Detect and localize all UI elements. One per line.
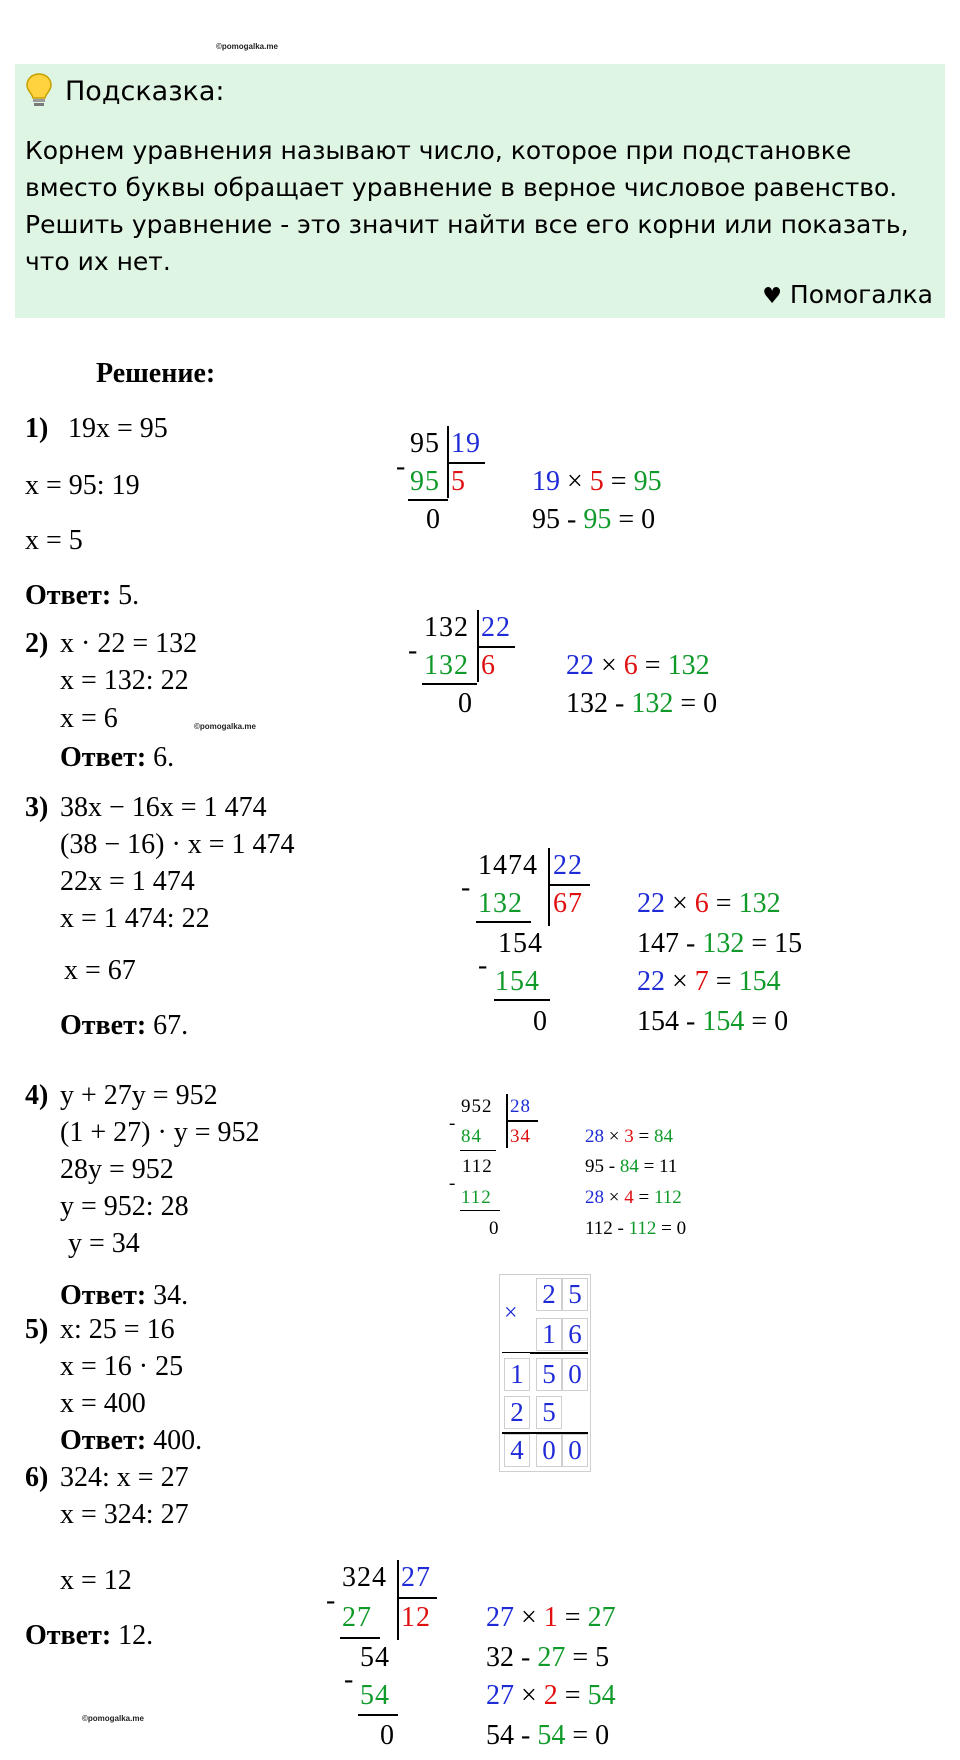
divisor: 22 (553, 850, 583, 881)
answer (25, 580, 139, 612)
equation-line: x = 1 474: 22 (60, 903, 210, 934)
brand (762, 280, 933, 309)
step-value: 54 (360, 1642, 390, 1673)
equation-line: x = 95: 19 (25, 470, 140, 501)
quotient: 67 (553, 888, 583, 919)
quotient: 34 (510, 1126, 531, 1147)
check-line: 22 × 7 = 154 (637, 966, 781, 997)
step-value: 95 (410, 466, 440, 497)
step-value: 154 (495, 966, 540, 997)
equation-line: 38x − 16x = 1 474 (60, 792, 267, 823)
division-bar (476, 921, 531, 923)
task-number: 3) (25, 792, 49, 823)
dividend: 952 (461, 1096, 493, 1117)
division-bar (548, 848, 550, 926)
answer-value: 5. (118, 580, 140, 611)
quotient: 12 (401, 1602, 431, 1633)
equation-line: y = 34 (68, 1228, 140, 1259)
equation-line: x = 400 (60, 1388, 146, 1419)
minus-sign: - (449, 1113, 456, 1134)
quotient: 6 (481, 650, 495, 681)
minus-sign: - (449, 1173, 456, 1194)
divisor: 22 (481, 612, 511, 643)
quotient: 5 (451, 466, 465, 497)
check-line: 22 × 6 = 132 (637, 888, 781, 919)
answer-label: Ответ: (25, 580, 112, 611)
multiplication-digit: 0 (536, 1434, 562, 1467)
step-value: 132 (424, 650, 469, 681)
watermark: ©pomogalka.me (82, 1714, 144, 1723)
equation-line: x = 324: 27 (60, 1499, 189, 1530)
dividend: 1474 (478, 850, 538, 881)
division-bar (422, 683, 477, 685)
equation-line: x = 5 (25, 525, 83, 556)
step-value: 0 (533, 1006, 547, 1037)
division-bar (399, 1597, 437, 1599)
solution-title: Решение: (96, 358, 216, 389)
answer: Ответ: 6. (60, 742, 175, 773)
step-value: 0 (458, 688, 472, 719)
check-line: 32 - 27 = 5 (486, 1642, 610, 1673)
equation-line: 28y = 952 (60, 1154, 174, 1185)
check-line: 19 × 5 = 95 (532, 466, 662, 497)
equation-line: x = 6 (60, 703, 118, 734)
answer: Ответ: 34. (60, 1280, 189, 1311)
step-value: 27 (342, 1602, 372, 1633)
check-line: 112 - 112 = 0 (585, 1218, 687, 1239)
watermark: ©pomogalka.me (194, 722, 256, 731)
check-line: 22 × 6 = 132 (566, 650, 710, 681)
divisor: 19 (451, 428, 481, 459)
multiplication-digit: 0 (562, 1434, 588, 1467)
equation-line: x = 132: 22 (60, 665, 189, 696)
check-line: 54 - 54 = 0 (486, 1720, 610, 1751)
division-bar (449, 462, 485, 464)
multiplication-digit: 2 (504, 1396, 530, 1429)
division-bar (494, 999, 550, 1001)
equation-line: y = 952: 28 (60, 1191, 189, 1222)
division-bar (479, 646, 515, 648)
dividend: 324 (342, 1562, 387, 1593)
minus-sign: - (396, 451, 406, 482)
multiplication-digit: 5 (562, 1278, 588, 1311)
hint-text (25, 132, 935, 280)
equation-line: x: 25 = 16 (60, 1314, 175, 1345)
multiplication-digit: 2 (536, 1278, 562, 1311)
task-number: 6) (25, 1462, 49, 1493)
dividend: 95 (410, 428, 440, 459)
division-bar (460, 1210, 500, 1211)
step-value: 154 (498, 928, 543, 959)
equation-line: x = 16 · 25 (60, 1351, 184, 1382)
check-line: 154 - 154 = 0 (637, 1006, 789, 1037)
divisor: 28 (510, 1096, 531, 1117)
step-value: 112 (462, 1156, 493, 1177)
dividend: 132 (424, 612, 469, 643)
step-value: 0 (489, 1218, 499, 1239)
division-bar (340, 1637, 380, 1639)
hint-body: называют число, которое при подстановке вместо буквы обращает уравнение в верное числовое равенство. Решить уравнение - это значит найти все его корни или показать, что их нет. (25, 136, 909, 276)
division-bar (408, 499, 448, 501)
task-number: 2) (25, 628, 49, 659)
equation-line: x = 67 (64, 955, 136, 986)
divisor: 27 (401, 1562, 431, 1593)
minus-sign: - (408, 635, 418, 666)
equation-line: x = 12 (60, 1565, 132, 1596)
check-line: 27 × 1 = 27 (486, 1602, 616, 1633)
task-number: 1) (25, 413, 49, 444)
watermark: ©pomogalka.me (216, 42, 278, 51)
answer: Ответ: 67. (60, 1010, 189, 1041)
check-line: 27 × 2 = 54 (486, 1680, 616, 1711)
minus-sign: - (478, 950, 488, 981)
step-value: 84 (461, 1126, 482, 1147)
division-bar (358, 1714, 398, 1716)
multiplication-digit: 0 (562, 1358, 588, 1391)
division-bar (550, 884, 590, 886)
equation-line: 324: x = 27 (60, 1462, 189, 1493)
check-line: 95 - 95 = 0 (532, 504, 656, 535)
minus-sign: - (461, 872, 471, 903)
heart-icon: ♥ (762, 284, 782, 309)
equation-line: y + 27y = 952 (60, 1080, 218, 1111)
multiplication-digit: 6 (562, 1318, 588, 1351)
equation-line: x · 22 = 132 (60, 628, 198, 659)
answer: Ответ: 400. (60, 1425, 203, 1456)
multiplication-digit: 4 (504, 1434, 530, 1467)
division-bar (460, 1150, 496, 1151)
equation-line: (38 − 16) · x = 1 474 (60, 829, 295, 860)
multiplication-sign: × (504, 1300, 518, 1326)
step-value: 112 (461, 1187, 492, 1208)
equation-line: 19x = 95 (68, 413, 168, 444)
check-line: 28 × 3 = 84 (585, 1126, 673, 1147)
hint-title: Подсказка: (65, 76, 225, 107)
task-number: 4) (25, 1080, 49, 1111)
multiplication-digit: 5 (536, 1358, 562, 1391)
task-number: 5) (25, 1314, 49, 1345)
division-bar (508, 1120, 538, 1122)
equation-line: (1 + 27) · y = 952 (60, 1117, 260, 1148)
multiplication-digit: 1 (536, 1318, 562, 1351)
answer: Ответ: 12. (25, 1620, 154, 1651)
minus-sign: - (326, 1585, 336, 1616)
step-value: 54 (360, 1680, 390, 1711)
brand-name: Помогалка (789, 280, 933, 309)
step-value: 0 (426, 504, 440, 535)
check-line: 28 × 4 = 112 (585, 1187, 682, 1208)
hint-term: Корнем уравнения (25, 136, 273, 165)
check-line: 132 - 132 = 0 (566, 688, 718, 719)
equation-line: 22x = 1 474 (60, 866, 195, 897)
lightbulb-icon (25, 72, 53, 108)
check-line: 147 - 132 = 15 (637, 928, 803, 959)
multiplication-line (530, 1352, 588, 1354)
step-value: 132 (478, 888, 523, 919)
minus-sign: - (344, 1664, 354, 1695)
multiplication-digit: 5 (536, 1396, 562, 1429)
multiplication-digit: 1 (504, 1358, 530, 1391)
hint-box (15, 64, 945, 318)
step-value: 0 (380, 1720, 394, 1751)
division-bar (397, 1560, 399, 1640)
check-line: 95 - 84 = 11 (585, 1156, 678, 1177)
multiplication-line (502, 1352, 532, 1353)
